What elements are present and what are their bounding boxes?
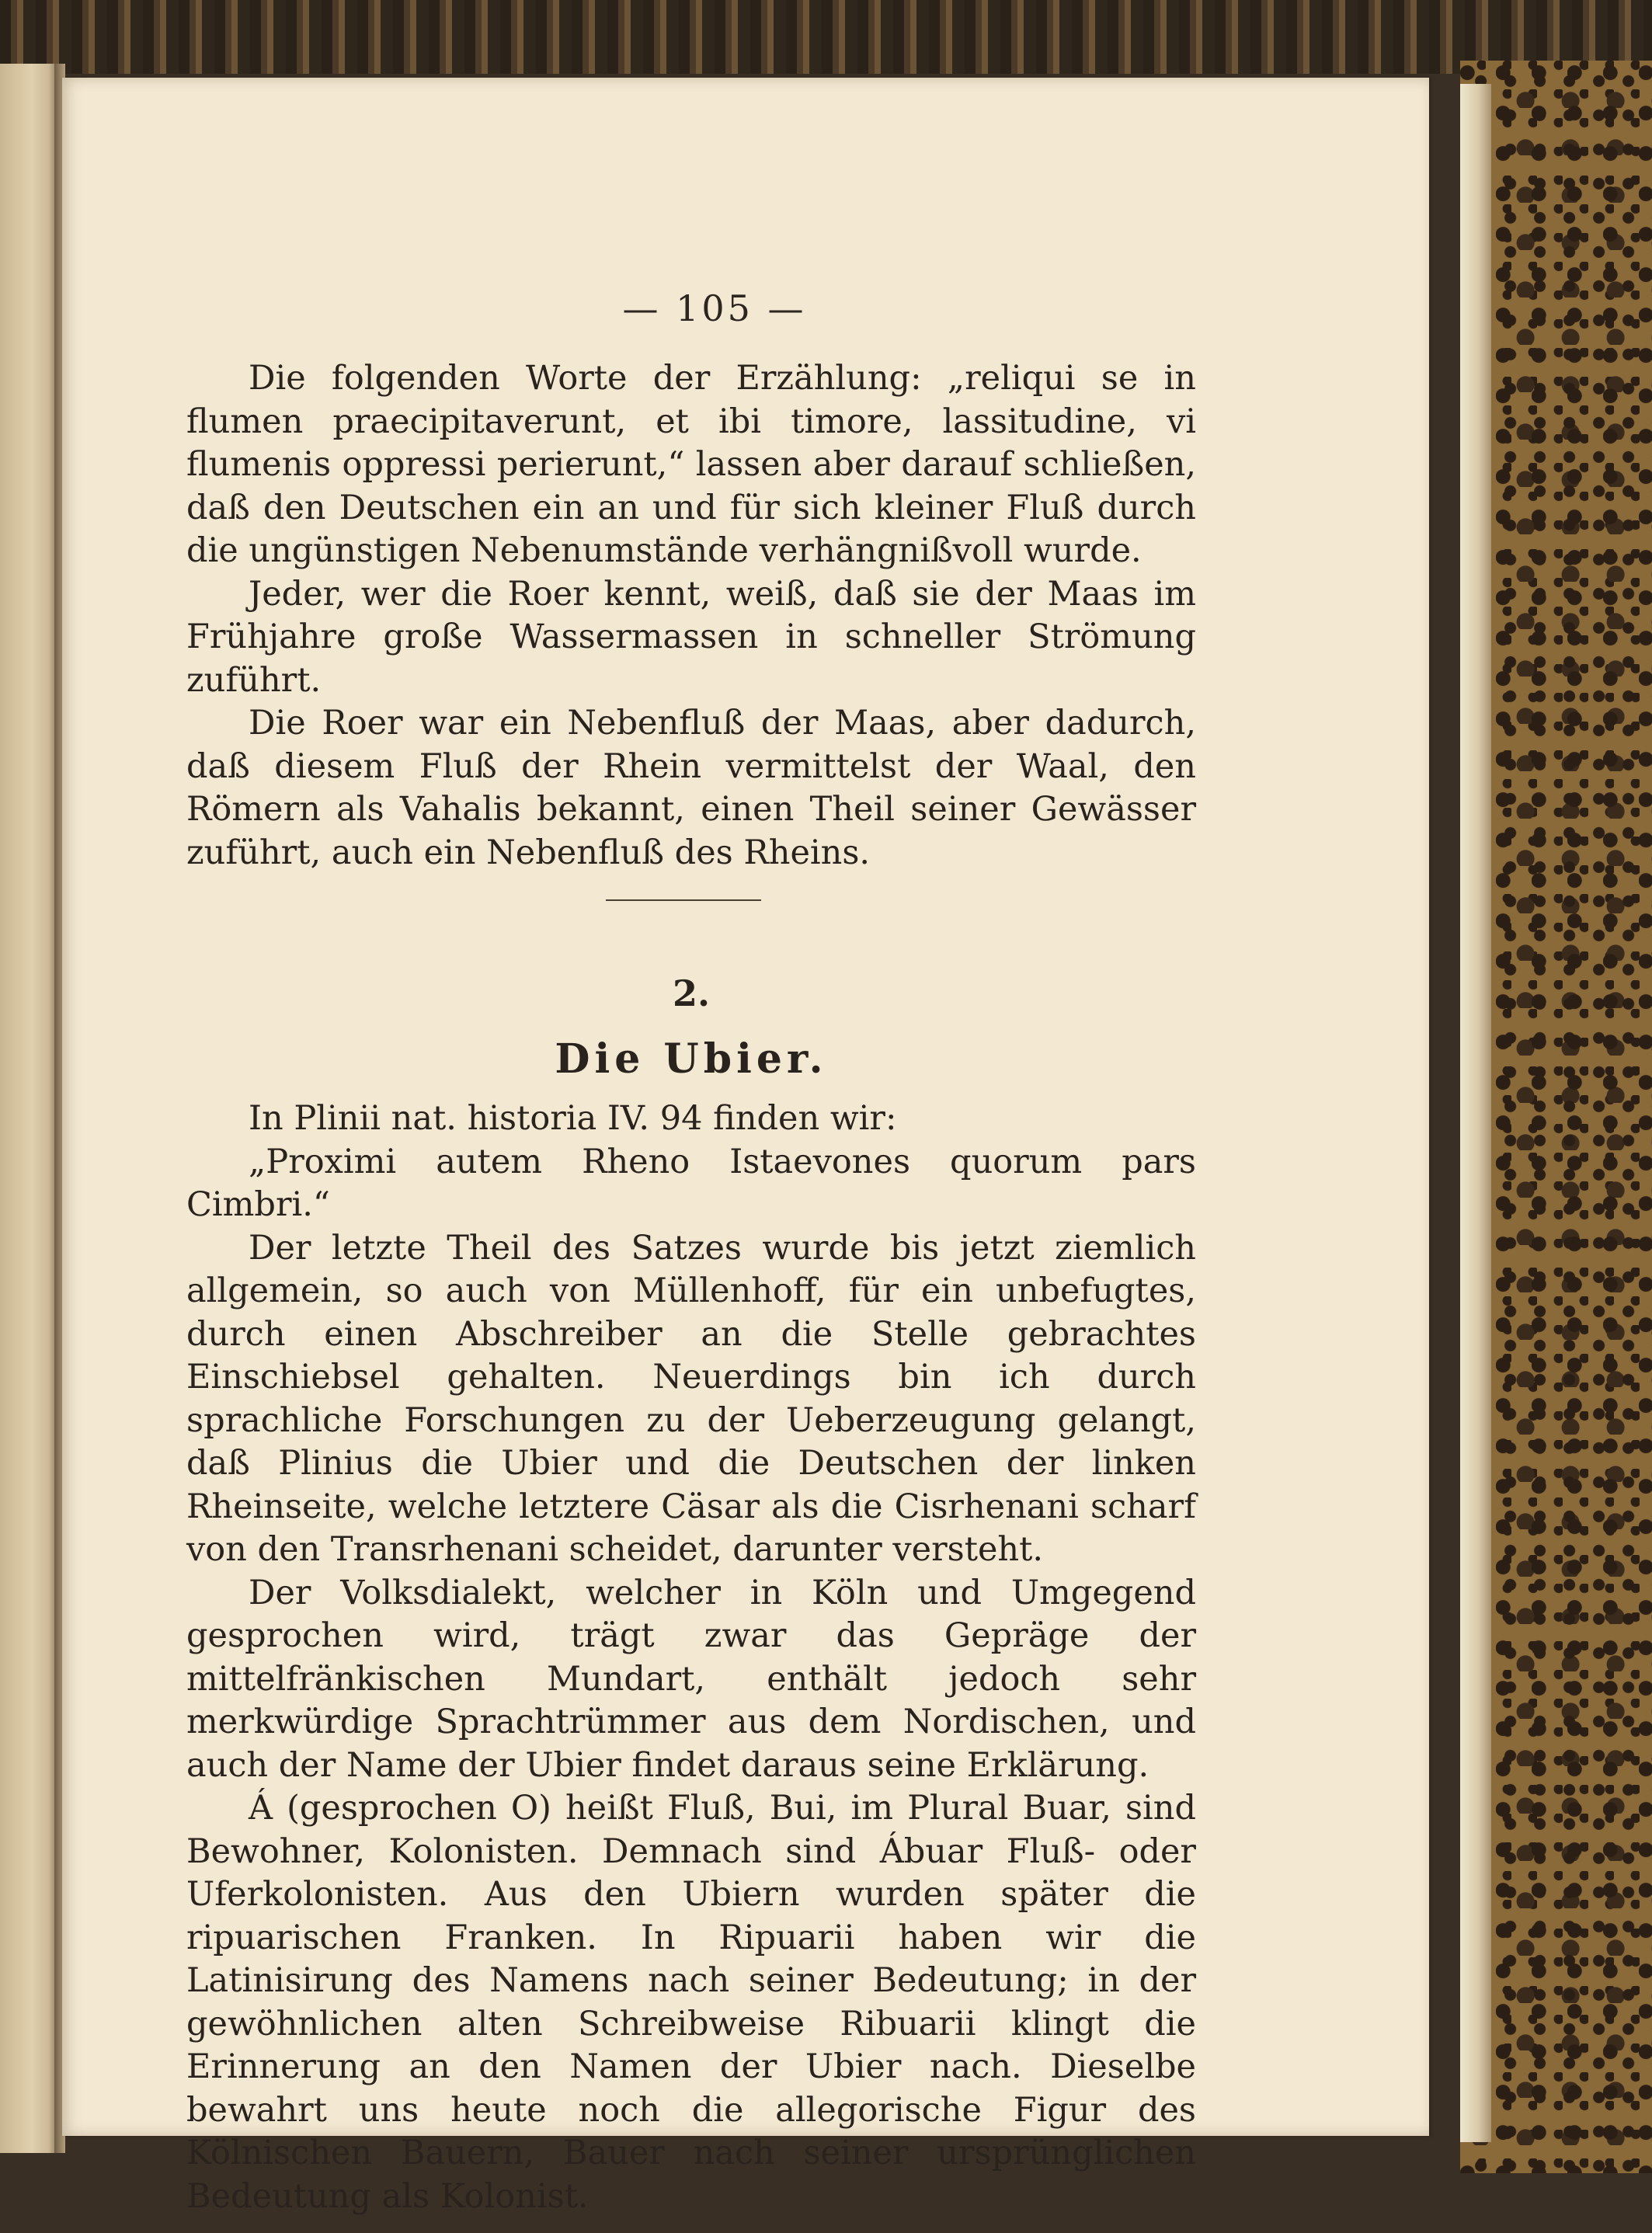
paragraph: Die Roer war ein Nebenfluß der Maas, aber dadurch, daß diesem Fluß der Rhein vermittelst der Waal, den Römern als Vahalis bekannt, einen Theil seiner Gewässer zuführt, auch ein Nebenfluß des Rheins. (186, 704, 1196, 872)
page-stack-edge (1460, 84, 1491, 2142)
book-page (62, 78, 1429, 2216)
paragraph: Á (gesprochen O) heißt Fluß, Bui, im Plural Buar, sind Bewohner, Kolonisten. Demnach sind Ábuar Fluß- oder Uferkolonisten. Aus den Ubiern wurden später die ripuarischen Franken. In Ripuarii haben wir die Latinisirung des Namens nach seiner Bedeutung; in der gewöhnlichen alten Schreibweise Ribuarii klingt die Erinnerung an den Namen der Ubier nach. Dieselbe bewahrt uns heute noch die allegorische Figur des Kölnischen Bauern, Bauer nach seiner ursprünglichen Bedeutung als Kolonist. (186, 1789, 1196, 2216)
paragraph: „Proximi autem Rheno Istaevones quorum pars Cimbri.“ (186, 1142, 1196, 1224)
paragraph: Die folgenden Worte der Erzählung: „reliqui se in flumen praecipitaverunt, et ibi timore, lassitudine, vi flumenis oppressi perierunt,“ lassen aber darauf schließen, daß den Deutschen ein an und für sich kleiner Fluß durch die ungünstigen Nebenumstände verhängnißvoll wurde. (186, 359, 1196, 570)
page-number: — 105 — (622, 287, 807, 329)
paragraph: Der Volksdialekt, welcher in Köln und Umgegend gesprochen wird, trägt zwar das Gepräge der mittelfränkischen Mundart, enthält jedoch sehr merkwürdige Sprachtrümmer aus dem Nordischen, und auch der Name der Ubier findet daraus seine Erklärung. (186, 1573, 1196, 1785)
book-spine-top (0, 0, 1652, 74)
paragraph: In Plinii nat. historia IV. 94 finden wir: (249, 1099, 897, 1138)
paragraph: Der letzte Theil des Satzes wurde bis jetzt ziemlich allgemein, so auch von Müllenhoff, für ein unbefugtes, durch einen Abschreiber an die Stelle gebrachtes Einschiebsel gehalten. Neuerdings bin ich durch sprachliche Forschungen zu der Ueberzeugung gelangt, daß Plinius die Ubier und die Deutschen der linken Rheinseite, welche letztere Cäsar als die Cisrhenani scharf von den Transrhenani scheidet, darunter versteht. (186, 1228, 1196, 1569)
paragraph: Jeder, wer die Roer kennt, weiß, daß sie der Maas im Frühjahre große Wassermassen in schneller Strömung zuführt. (186, 574, 1196, 700)
section-title: Die Ubier. (555, 1035, 828, 1083)
section-number: 2. (672, 972, 711, 1014)
section-divider-rule (606, 899, 761, 901)
left-page-edge (0, 64, 57, 2153)
section-divider-block (186, 875, 1196, 965)
page-text (186, 357, 1196, 2218)
